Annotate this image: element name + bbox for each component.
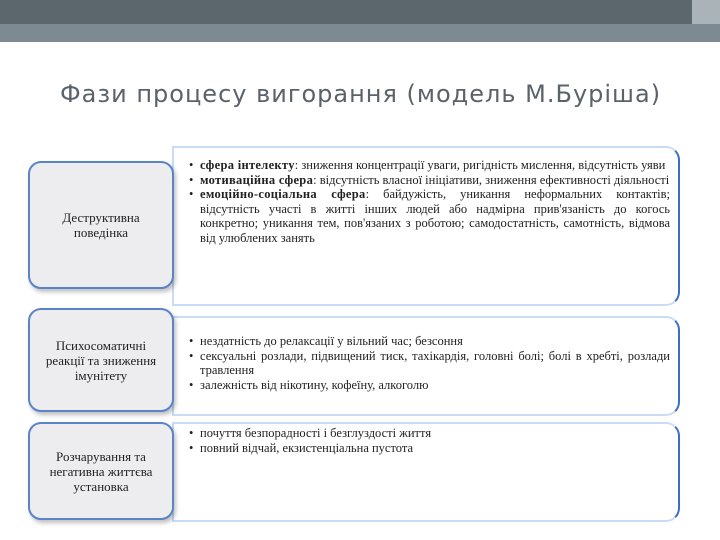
item-text: нездатність до релаксації у вільний час; безсоння bbox=[200, 334, 463, 348]
phase-2-list bbox=[192, 334, 670, 392]
phase-3-description bbox=[172, 422, 680, 522]
phase-3-box bbox=[28, 422, 174, 520]
item-text: почуття безпорадності і безглуздості життя bbox=[200, 426, 432, 440]
phase-3-item bbox=[192, 441, 670, 456]
phase-3-list bbox=[192, 426, 670, 455]
phase-2-item bbox=[192, 349, 670, 378]
phase-1-box bbox=[28, 161, 174, 289]
item-term: мотиваційна сфера bbox=[200, 172, 314, 187]
item-text: : зниження концентрації уваги, ригідність мислення, відсутність уяви bbox=[294, 158, 666, 172]
phase-1-list bbox=[192, 158, 670, 245]
item-term: сфера інтелекту bbox=[200, 158, 295, 172]
phase-1-item bbox=[192, 158, 670, 173]
phase-2-item bbox=[192, 334, 670, 349]
item-term: емоційно-соціальна сфера bbox=[200, 187, 366, 201]
item-text: : байдужість, уникання неформальних контактів; відсутність участі в житті інших людей або надмірна прив'язаність до когось конкретно; уникання тем, пов'язаних з роботою; самодостатність, самотність, відмова від улюблених занять bbox=[200, 187, 671, 245]
phase-2-item bbox=[192, 378, 670, 393]
phase-3-label: Розчарування та негативна життєва установка bbox=[49, 448, 153, 494]
phase-2-label: Психосоматичні реакції та зниження імунітету bbox=[45, 337, 157, 383]
phase-2-box bbox=[28, 308, 174, 412]
phase-1-description bbox=[172, 146, 680, 306]
item-text: : відсутність власної ініціативи, зниження ефективності діяльності bbox=[313, 172, 670, 187]
item-text: повний відчай, екзистенціальна пустота bbox=[200, 440, 414, 455]
phase-1-item bbox=[192, 187, 670, 245]
top-banner-accent bbox=[692, 0, 720, 24]
top-banner-dark-band bbox=[0, 0, 692, 24]
phase-1-label: Деструктивна поведінка bbox=[62, 210, 140, 240]
phase-2-description bbox=[172, 316, 680, 416]
phase-3-item bbox=[192, 426, 670, 441]
slide-title: Фази процесу вигорання (модель М.Буріша) bbox=[60, 80, 662, 108]
item-text: залежність від нікотину, кофеїну, алкоголю bbox=[200, 377, 429, 392]
item-text: сексуальні розлади, підвищений тиск, тахікардія, головні болі; болі в хребті, розлади травлення bbox=[200, 348, 670, 377]
phase-1-item bbox=[192, 173, 670, 188]
